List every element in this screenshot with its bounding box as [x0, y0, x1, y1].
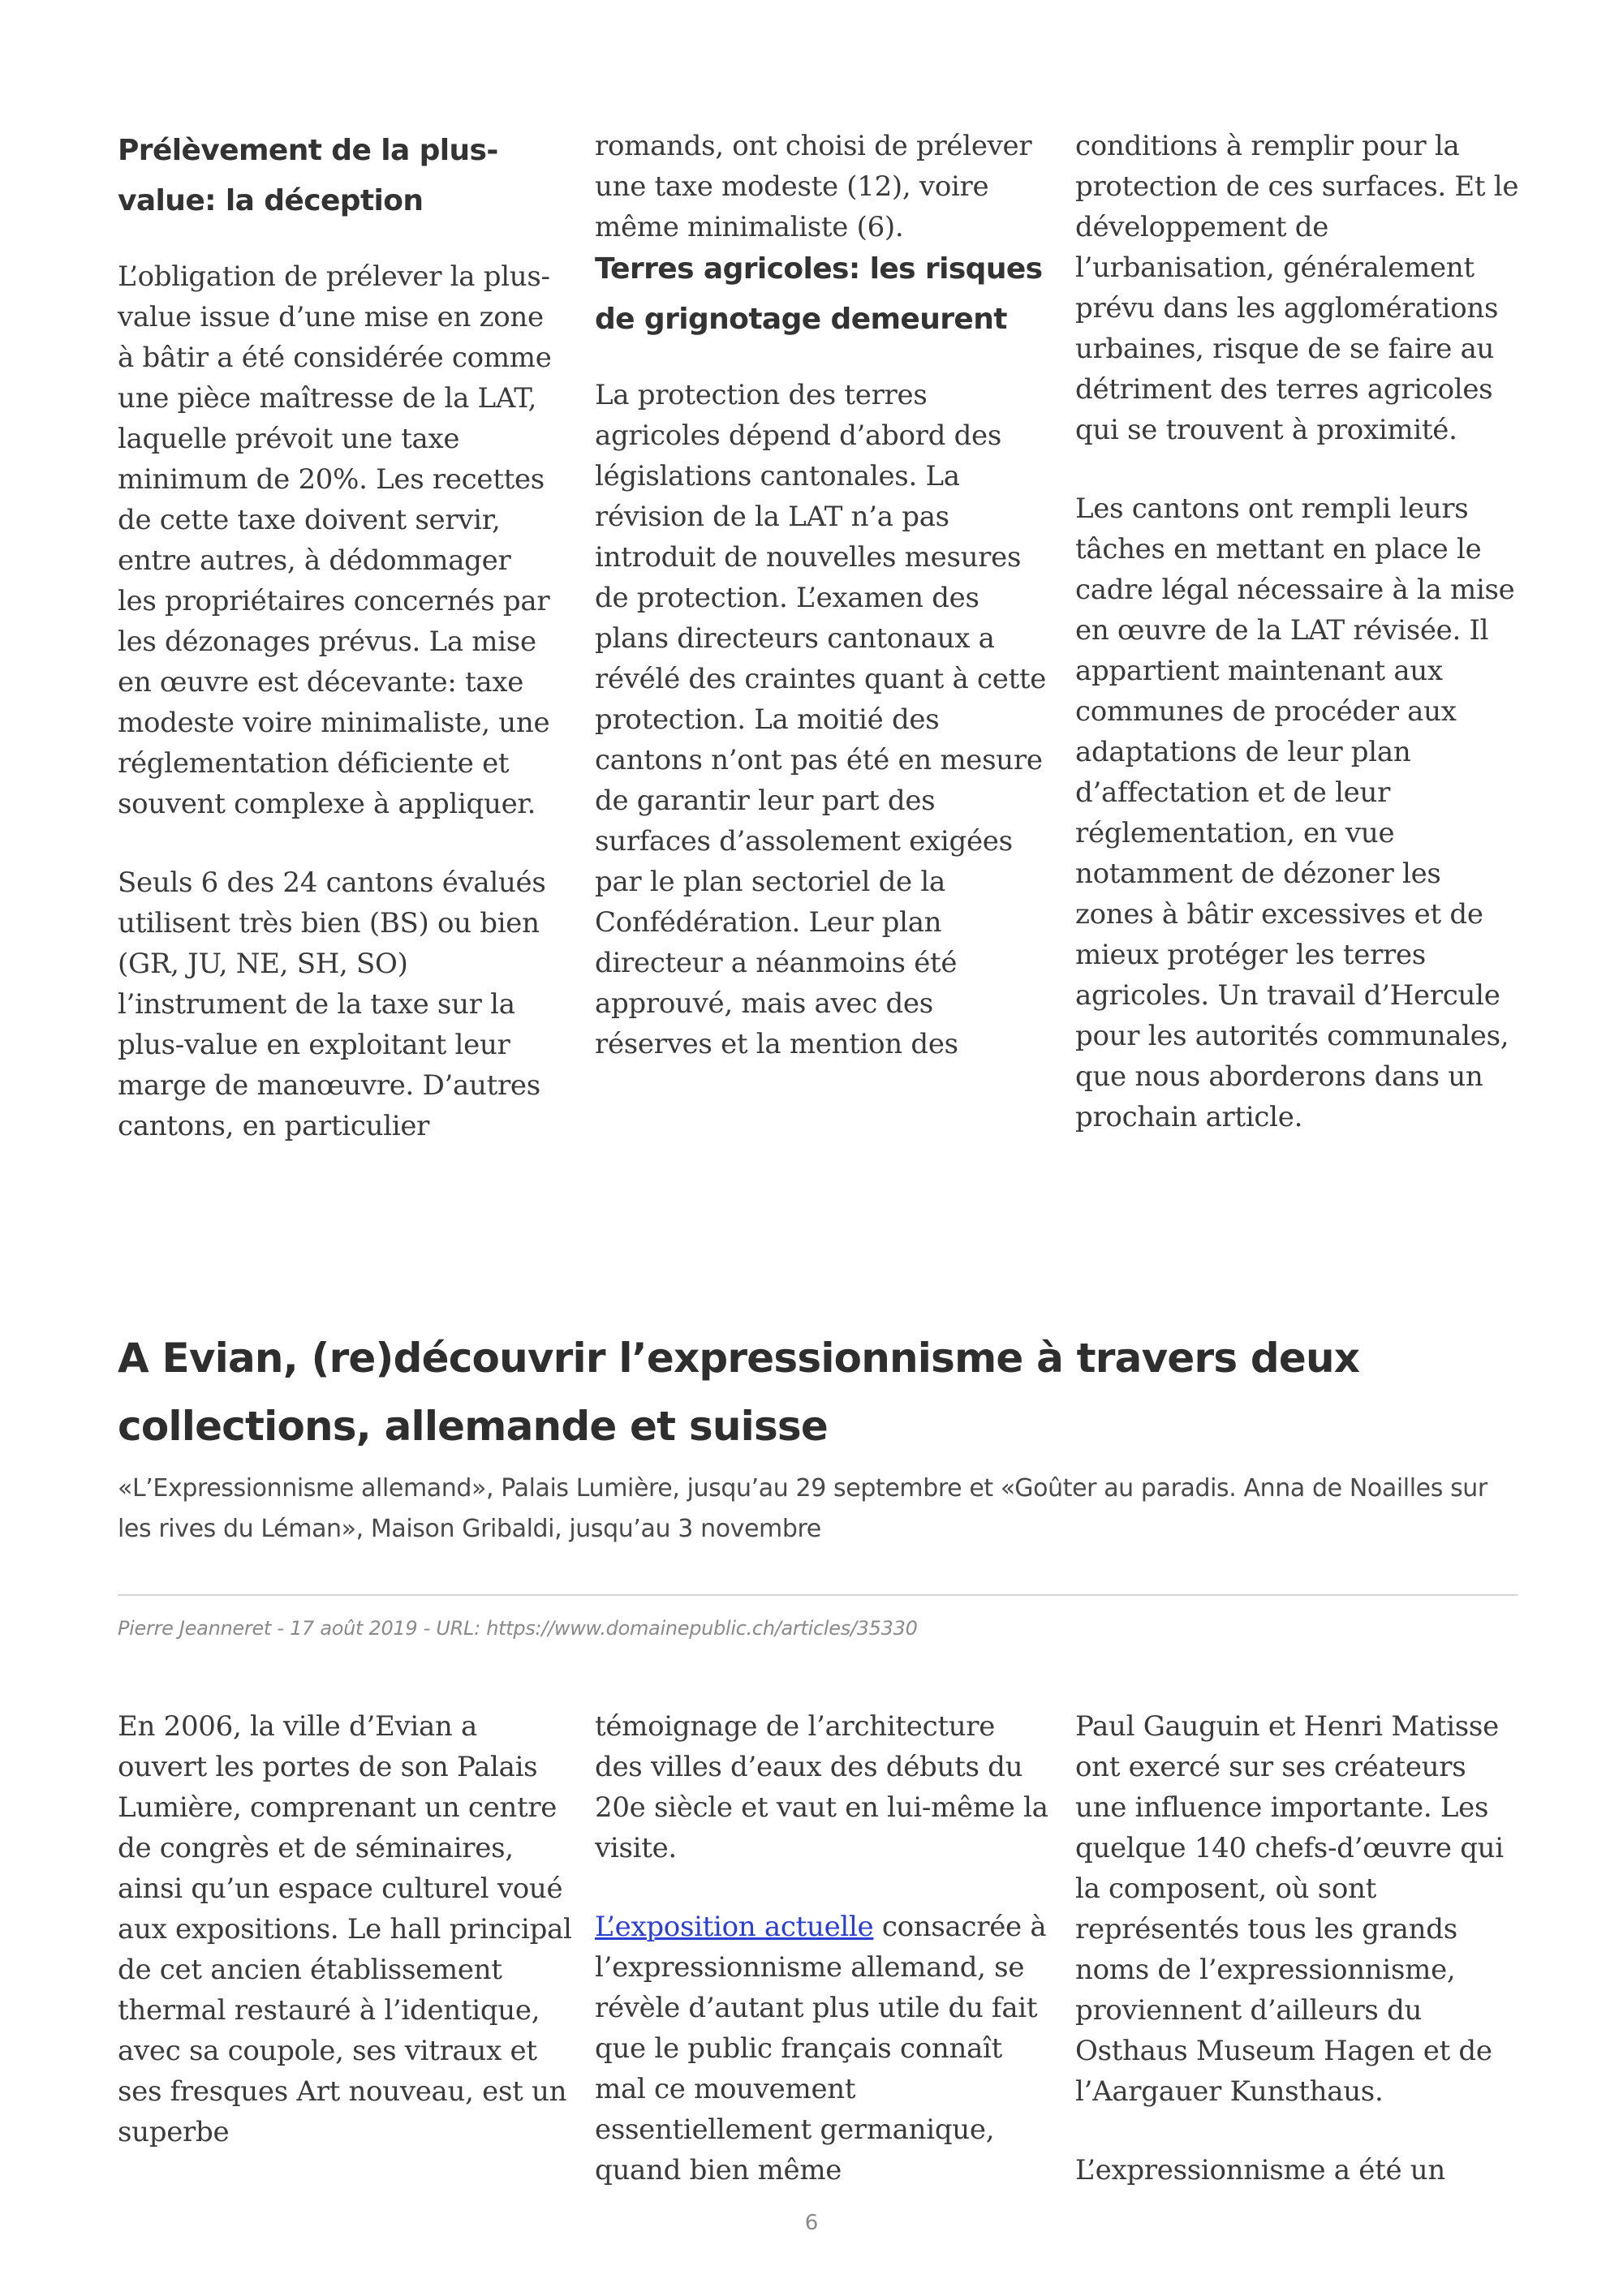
section1-column-2: [595, 126, 1049, 1064]
section-heading-plus-value: Prélèvement de la plus-value: la déception: [118, 134, 498, 217]
paragraph: L’expressionnisme a été un: [1075, 2154, 1445, 2186]
paragraph: romands, ont choisi de prélever une taxe modeste (12), voire même minimaliste (6).: [595, 130, 1032, 243]
article-url: https://www.domainepublic.ch/articles/35330: [486, 1617, 918, 1640]
paragraph: Paul Gauguin et Henri Matisse ont exercé sur ses créateurs une influence importante. Les quelque 140 chefs-d’œuvre qui la composent, où sont représentés tous les grands noms de l’expressionnisme, proviennent d’ailleurs du Osthaus Museum Hagen et de l’Aargauer Kunsthaus.: [1075, 1710, 1504, 2108]
date: 17 août 2019: [290, 1617, 418, 1640]
divider: [118, 1594, 1518, 1596]
page-number: 6: [804, 2211, 819, 2235]
article-subtitle: «L’Expressionnisme allemand», Palais Lumière, jusqu’au 29 septembre et «Goûter au paradis. Anna de Noailles sur les rives du Léman», Maison Gribaldi, jusqu’au 3 novembre: [118, 1474, 1487, 1543]
paragraph: L’obligation de prélever la plus-value issue d’une mise en zone à bâtir a été considérée comme une pièce maîtresse de la LAT, laquelle prévoit une taxe minimum de 20%. Les recettes de cette taxe doivent servir, entre autres, à dédommager les propriétaires concernés par les dézonages prévus. La mise en œuvre est décevante: taxe modeste voire minimaliste, une réglementation déficiente et souvent complexe à appliquer.: [118, 260, 552, 820]
paragraph: En 2006, la ville d’Evian a ouvert les portes de son Palais Lumière, comprenant un centre de congrès et de séminaires, ainsi qu’un espace culturel voué aux expositions. Le hall principal de cet ancien établissement thermal restauré à l’identique, avec sa coupole, ses vitraux et ses fresques Art nouveau, est un superbe: [118, 1710, 572, 2148]
article-column-2: [595, 1706, 1049, 2191]
section1-column-3: [1075, 126, 1522, 1137]
paragraph: La protection des terres agricoles dépend d’abord des législations cantonales. La révision de la LAT n’a pas introduit de nouvelles mesures de protection. L’examen des plans directeurs cantonaux a révélé des craintes quant à cette protection. La moitié des cantons n’ont pas été en mesure de garantir leur part des surfaces d’assolement exigées par le plan sectoriel de la Confédération. Leur plan directeur a néanmoins été approuvé, mais avec des réserves et la mention des: [595, 379, 1047, 1060]
article-column-3: [1075, 1706, 1522, 2191]
section1-column-1: [118, 126, 556, 1146]
url-label: URL:: [436, 1617, 480, 1640]
paragraph: Seuls 6 des 24 cantons évalués utilisent très bien (BS) ou bien (GR, JU, NE, SH, SO) l’instrument de la taxe sur la plus-value en exploitant leur marge de manœuvre. D’autres cantons, en particulier: [118, 866, 546, 1142]
article-title: A Evian, (re)découvrir l’expressionnisme à travers deux collections, allemande et suisse: [118, 1335, 1360, 1450]
paragraph: Les cantons ont rempli leurs tâches en mettant en place le cadre légal nécessaire à la mise en œuvre de la LAT révisée. Il appartient maintenant aux communes de procéder aux adaptations de leur plan d’affectation et de leur réglementation, en vue notamment de dézoner les zones à bâtir excessives et de mieux protéger les terres agricoles. Un travail d’Hercule pour les autorités communales, que nous aborderons dans un prochain article.: [1075, 492, 1515, 1133]
article-meta: Pierre Jeanneret - 17 août 2019 - URL: https://www.domainepublic.ch/articles/35330: [118, 1617, 918, 1640]
exposition-link[interactable]: L’exposition actuelle: [595, 1911, 874, 1943]
paragraph: conditions à remplir pour la protection de ces surfaces. Et le développement de l’urbanisation, généralement prévu dans les agglomérations urbaines, risque de se faire au détriment des terres agricoles qui se trouvent à proximité.: [1075, 130, 1519, 446]
author: Pierre Jeanneret: [118, 1617, 272, 1640]
paragraph: témoignage de l’architecture des villes d’eaux des débuts du 20e siècle et vaut en lui-même la visite.: [595, 1710, 1048, 1864]
paragraph: [595, 1907, 1049, 2191]
section-heading-terres-agricoles: Terres agricoles: les risques de grignotage demeurent: [595, 252, 1043, 336]
article-column-1: [118, 1706, 572, 2152]
paragraph-text: consacrée à l’expressionnisme allemand, se révèle d’autant plus utile du fait que le public français connaît mal ce mouvement essentiellement germanique, quand bien même: [595, 1911, 1047, 2186]
